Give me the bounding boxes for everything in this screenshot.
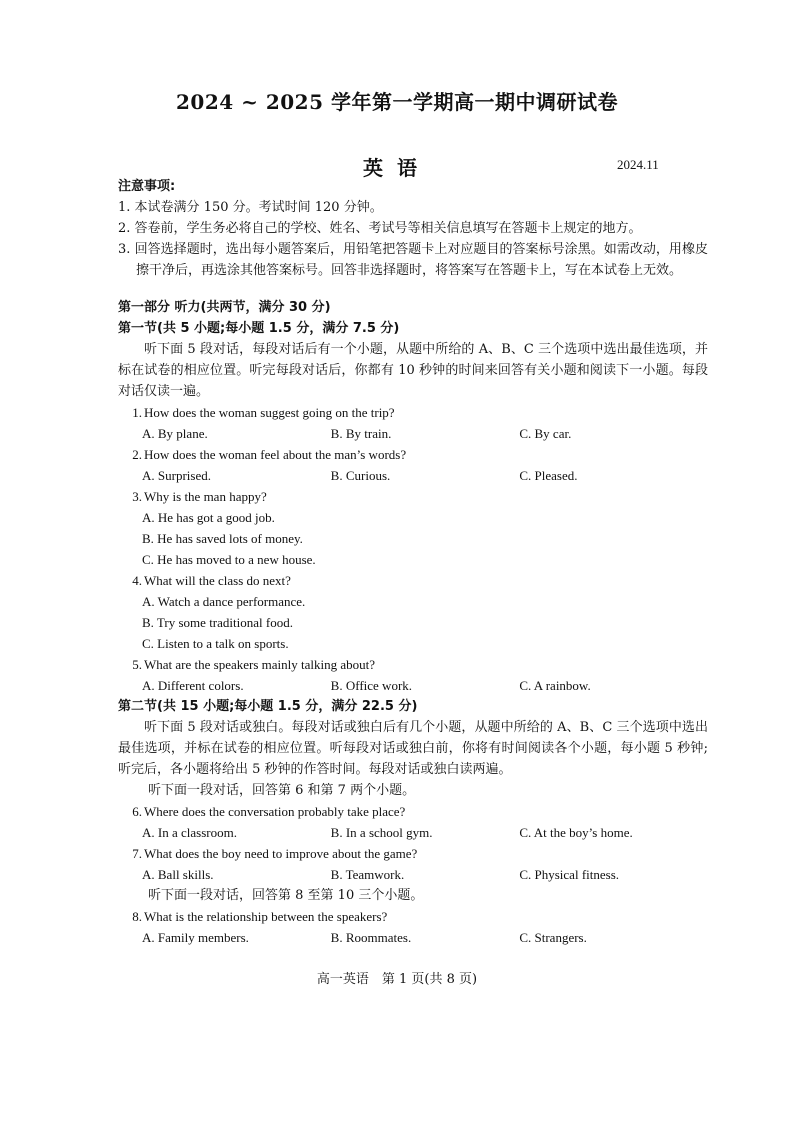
option-c: C. By car. xyxy=(519,426,572,441)
options-row xyxy=(118,465,708,486)
exam-title: 2024 ~ 2025 学年第一学期高一期中调研试卷 xyxy=(176,90,618,114)
question xyxy=(118,486,708,507)
question-text: What does the boy need to improve about the game? xyxy=(144,846,418,861)
option-b: B. Roommates. xyxy=(330,930,412,945)
option-b: B. By train. xyxy=(330,426,392,441)
option-c: C. Strangers. xyxy=(519,930,587,945)
question-number: 4. xyxy=(132,573,142,588)
option-b: B. In a school gym. xyxy=(330,825,433,840)
question-number: 8. xyxy=(132,909,142,924)
option-c: C. At the boy’s home. xyxy=(519,825,633,840)
option-c: C. He has moved to a new house. xyxy=(142,552,316,567)
part1-heading: 第一部分 听力(共两节，满分 30 分) xyxy=(118,300,331,315)
dialogue-instruction: 听下面一段对话，回答第 8 至第 10 三个小题。 xyxy=(148,888,424,903)
option-c: C. Physical fitness. xyxy=(519,867,620,882)
option-b: B. Office work. xyxy=(330,678,413,693)
option-c: C. A rainbow. xyxy=(519,678,591,693)
option-a: A. Different colors. xyxy=(142,678,244,693)
section1-heading: 第一节(共 5 小题;每小题 1.5 分，满分 7.5 分) xyxy=(118,321,400,336)
options-row xyxy=(118,822,708,843)
option-a: A. Watch a dance performance. xyxy=(142,594,306,609)
exam-body xyxy=(118,176,708,948)
question-number: 1. xyxy=(132,405,142,420)
section2-instructions: 听下面 5 段对话或独白。每段对话或独白后有几个小题，从题中所给的 A、B、C 三个选项中选出最佳选项，并标在试卷的相应位置。听每段对话或独白前，你将有时间阅读各个小题，每小题 5 秒钟;听完后，各小题将给出 5 秒钟的作答时间。每段对话或独白读两遍。 xyxy=(118,720,708,777)
notice-heading: 注意事项: xyxy=(118,179,176,194)
option-a: A. Surprised. xyxy=(142,468,211,483)
option-b: B. Try some traditional food. xyxy=(142,615,293,630)
option-a: A. In a classroom. xyxy=(142,825,237,840)
question-number: 3. xyxy=(132,489,142,504)
page-footer: 高一英语 第 1 页(共 8 页) xyxy=(316,972,478,987)
question xyxy=(118,444,708,465)
section2-heading: 第二节(共 15 小题;每小题 1.5 分，满分 22.5 分) xyxy=(118,699,418,714)
notice-item: 3. 回答选择题时，选出每小题答案后，用铅笔把答题卡上对应题目的答案标号涂黑。如需改动，用橡皮擦干净后，再选涂其他答案标号。回答非选择题时，将答案写在答题卡上，写在本试卷上无效。 xyxy=(118,242,708,278)
question xyxy=(118,654,708,675)
question-text: How does the woman suggest going on the trip? xyxy=(144,405,395,420)
question xyxy=(118,402,708,423)
question-text: How does the woman feel about the man’s words? xyxy=(144,447,407,462)
question-text: Where does the conversation probably take place? xyxy=(144,804,406,819)
option-a: A. By plane. xyxy=(142,426,208,441)
exam-date: 2024.11 xyxy=(617,157,659,172)
question-number: 6. xyxy=(132,804,142,819)
question-text: What is the relationship between the speakers? xyxy=(144,909,388,924)
question xyxy=(118,570,708,591)
question-text: Why is the man happy? xyxy=(144,489,267,504)
option-b: B. He has saved lots of money. xyxy=(142,531,303,546)
options-row xyxy=(118,927,708,948)
option-a: A. Ball skills. xyxy=(142,867,214,882)
option-a: A. He has got a good job. xyxy=(142,510,275,525)
section1-instructions: 听下面 5 段对话，每段对话后有一个小题，从题中所给的 A、B、C 三个选项中选出最佳选项，并标在试卷的相应位置。听完每段对话后，你都有 10 秒钟的时间来回答有关小题和阅读下一小题。每段对话仅读一遍。 xyxy=(118,342,708,399)
question-text: What are the speakers mainly talking about? xyxy=(144,657,376,672)
question xyxy=(118,801,708,822)
options-row xyxy=(118,423,708,444)
question xyxy=(118,906,708,927)
option-c: C. Pleased. xyxy=(519,468,578,483)
question-number: 5. xyxy=(132,657,142,672)
option-b: B. Teamwork. xyxy=(330,867,405,882)
question-text: What will the class do next? xyxy=(144,573,291,588)
question-number: 2. xyxy=(132,447,142,462)
notice-item: 1. 本试卷满分 150 分。考试时间 120 分钟。 xyxy=(118,200,383,215)
question-number: 7. xyxy=(132,846,142,861)
question xyxy=(118,843,708,864)
option-c: C. Listen to a talk on sports. xyxy=(142,636,289,651)
subject-title: 英语 xyxy=(363,156,431,180)
notice-item: 2. 答卷前，学生务必将自己的学校、姓名、考试号等相关信息填写在答题卡上规定的地方。 xyxy=(118,221,642,236)
dialogue-instruction: 听下面一段对话，回答第 6 和第 7 两个小题。 xyxy=(148,783,416,798)
options-row xyxy=(118,675,708,696)
option-b: B. Curious. xyxy=(330,468,391,483)
options-row xyxy=(118,864,708,885)
option-a: A. Family members. xyxy=(142,930,249,945)
